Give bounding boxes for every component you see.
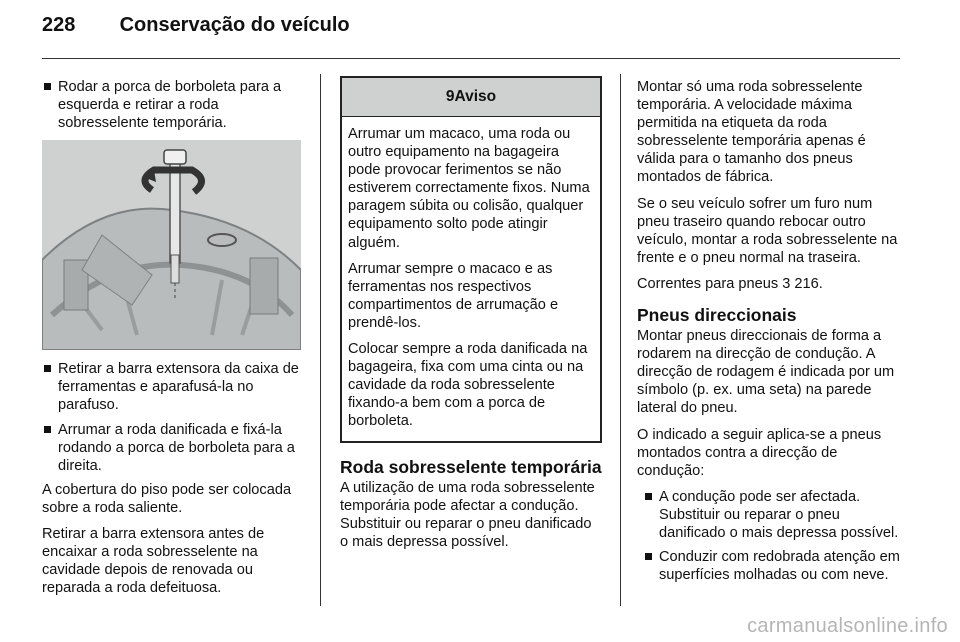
list-item: Arrumar a roda danificada e fixá-la rodando a porca de borboleta para a direita. [42,421,304,475]
header-rule [42,58,900,59]
paragraph: O indicado a seguir aplica-se a pneus montados contra a direcção de condução: [637,426,882,479]
column-2 [340,76,602,559]
paragraph: Montar só uma roda sobresselente temporária. A velocidade máxima permitida na etiqueta da roda sobresselente temporária apenas é válida para o tamanho dos pneus montados de fábrica. [637,79,866,186]
paragraph: Montar pneus direccionais de forma a rodarem na direcção de condução. A direcção de rodagem é indicada por um símbolo (p. ex. uma seta) na parede lateral do pneu. [637,328,895,417]
cross-reference: Correntes para pneus 3 216. [637,275,823,292]
column-divider [620,74,621,606]
page-number: 228 [42,14,76,36]
warning-paragraph: Arrumar um macaco, uma roda ou outro equipamento na bagageira pode provocar ferimentos se não estiverem correctamente fixos. Numa paragem súbita ou colisão, qualquer equipamento solto pode atingir alguém. [348,126,590,251]
page-header [42,14,350,37]
list-item: A condução pode ser afectada. Substituir ou reparar o pneu danificado o mais depressa possível. [643,488,905,542]
bullet-icon [44,365,51,372]
column-divider [320,74,321,606]
spare-wheel-illustration [42,140,301,350]
column-3 [637,78,905,590]
warning-title: Aviso [454,88,497,105]
bullet-icon [645,493,652,500]
bullet-icon [44,426,51,433]
paragraph: A utilização de uma roda sobresselente temporária pode afectar a condução. Substituir ou reparar o pneu danificado o mais depressa possível. [340,479,595,550]
bullet-icon [645,553,652,560]
paragraph: Retirar a barra extensora antes de encaixar a roda sobresselente na cavidade depois de renovada ou reparada a roda defeituosa. [42,526,265,597]
page-ref-icon: 3 [782,275,791,292]
section-heading: Pneus direccionais [637,305,797,326]
list-item: Conduzir com redobrada atenção em superfícies molhadas ou com neve. [643,548,905,584]
warning-box [340,76,602,443]
list-item: Rodar a porca de borboleta para a esquerda e retirar a roda sobresselente temporária. [42,78,304,132]
warning-paragraph: Colocar sempre a roda danificada na bagageira, fixa com uma cinta ou na cavidade da roda sobresselente fixando-a bem com a porca de borboleta. [348,341,588,430]
column-1 [42,78,304,605]
list-item: Retirar a barra extensora da caixa de ferramentas e aparafusá-la no parafuso. [42,360,304,414]
watermark: carmanualsonline.info [747,615,948,637]
warning-header [342,78,600,117]
warning-triangle-icon: 9 [445,88,455,105]
paragraph: A cobertura do piso pode ser colocada sobre a roda saliente. [42,481,292,516]
warning-paragraph: Arrumar sempre o macaco e as ferramentas nos respectivos compartimentos de arrumação e prendê-los. [348,260,559,331]
section-heading: Roda sobresselente temporária [340,456,602,477]
paragraph: Se o seu veículo sofrer um furo num pneu traseiro quando rebocar outro veículo, montar a roda sobresselente na frente e o pneu normal na traseira. [637,195,898,266]
bullet-icon [44,83,51,90]
section-title: Conservação do veículo [119,14,350,36]
